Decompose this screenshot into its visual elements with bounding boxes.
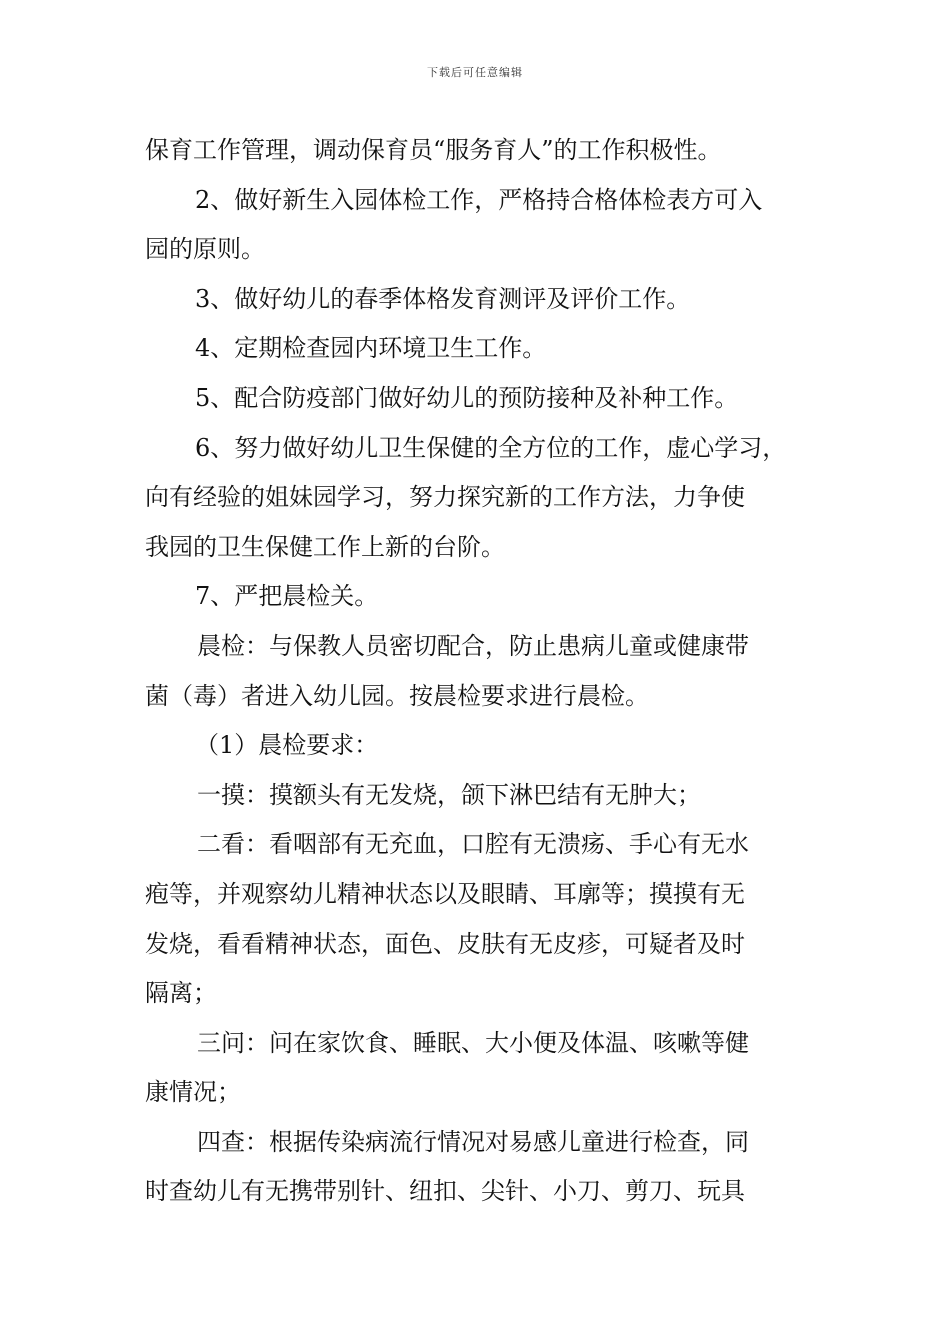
- text-line: 三问：问在家饮食、睡眠、大小便及体温、咳嗽等健: [197, 1028, 749, 1057]
- text-line: 四查：根据传染病流行情况对易感儿童进行检查，同: [197, 1127, 749, 1156]
- text-line: 一摸：摸额头有无发烧，颌下淋巴结有无肿大；: [197, 780, 701, 809]
- text-line: 疱等，并观察幼儿精神状态以及眼睛、耳廓等；摸摸有无: [145, 879, 745, 908]
- text-line: 我园的卫生保健工作上新的台阶。: [145, 532, 505, 561]
- text-line: 6、努力做好幼儿卫生保健的全方位的工作，虚心学习，: [195, 433, 787, 462]
- text-line: 发烧，看看精神状态，面色、皮肤有无皮疹，可疑者及时: [145, 929, 745, 958]
- text-line: 康情况；: [145, 1078, 241, 1107]
- text-line: 2、做好新生入园体检工作，严格持合格体检表方可入: [195, 185, 763, 214]
- text-line: 4、定期检查园内环境卫生工作。: [195, 334, 547, 363]
- text-line: （1）晨检要求：: [195, 731, 379, 760]
- document-body: [145, 126, 815, 1217]
- text-line: 隔离；: [145, 979, 217, 1008]
- text-line: 菌（毒）者进入幼儿园。按晨检要求进行晨检。: [145, 681, 649, 710]
- text-line: 7、严把晨检关。: [195, 582, 379, 611]
- text-line: 时查幼儿有无携带别针、纽扣、尖针、小刀、剪刀、玩具: [145, 1177, 745, 1206]
- text-line: 二看：看咽部有无充血，口腔有无溃疡、手心有无水: [197, 830, 749, 859]
- text-line: 保育工作管理，调动保育员“服务育人”的工作积极性。: [145, 136, 722, 164]
- text-line: 园的原则。: [145, 235, 265, 264]
- text-line: 5、配合防疫部门做好幼儿的预防接种及补种工作。: [195, 383, 739, 412]
- text-line: 晨检：与保教人员密切配合，防止患病儿童或健康带: [197, 631, 749, 660]
- text-line: 向有经验的姐妹园学习，努力探究新的工作方法，力争使: [145, 483, 745, 512]
- page-header-note: 下载后可任意编辑: [427, 66, 523, 79]
- text-line: 3、做好幼儿的春季体格发育测评及评价工作。: [195, 284, 691, 313]
